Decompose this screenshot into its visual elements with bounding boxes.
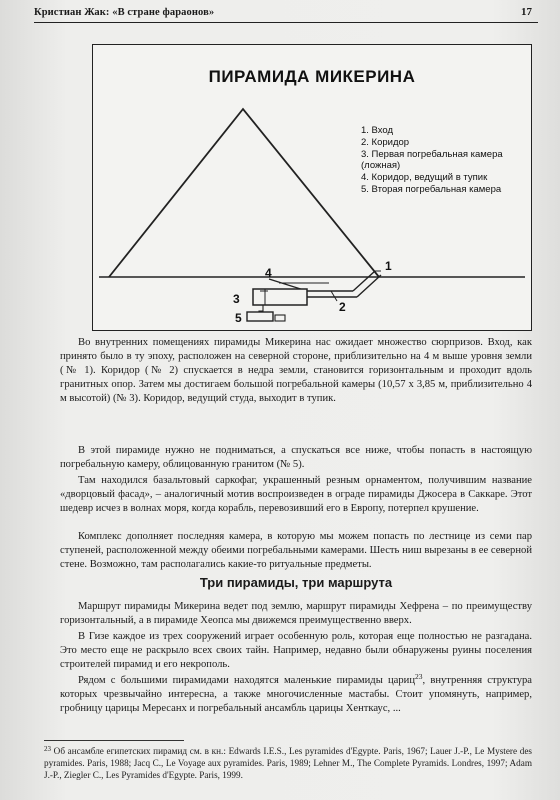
paragraph-7-text: Рядом с большими пирамидами находятся маленькие пирамиды цариц [78,675,415,686]
paragraph-5: Маршрут пирамиды Микерина ведет под землю, маршрут пирамиды Хефрена – по преимуществу горизонтальный, а в пирамиде Хеопса мы движемся преимущественно вверх. [60,601,532,626]
legend-item: 2. Коридор [361,137,410,148]
figure-title: ПИРАМИДА МИКЕРИНА [208,67,416,86]
second-burial-chamber [247,312,273,321]
page-number: 17 [521,6,532,18]
entrance-corridor-lower [357,275,381,297]
marker-1: 1 [385,259,392,273]
marker-2: 2 [339,300,346,314]
section-heading: Три пирамиды, три маршрута [199,575,393,590]
running-head [34,6,538,23]
paragraph-7 [60,674,532,716]
marker-5: 5 [235,311,242,325]
paragraph-2: В этой пирамиде нужно не подниматься, а спускаться все ниже, чтобы попасть в настоящую погребальную камеру, облицованную гранитом (№ 5). [60,445,532,470]
paragraph-7-text-cont: , внутренняя структура которых чрезвычайно интересна, а также многочисленные мастабы. Стоит упомянуть, например, гробницу царицы Мересанх и погребальный ансамбль царицы Хенткаус, ... [60,675,533,714]
marker-4: 4 [265,266,272,280]
marker-2-arrow [331,291,337,301]
marker-3: 3 [233,292,240,306]
pyramid-figure [92,44,532,331]
paragraph-6: В Гизе каждое из трех сооружений играет особенную роль, которая еще полностью не разгадана. Это место еще не раскрыло всех своих тайн. Например, недавно были обнаружены руины поселения строителей пирамид и его некрополь. [60,631,532,670]
paragraph-3: Там находился базальтовый саркофаг, украшенный резным орнаментом, получившим название «дворцовый фасад», – аналогичный мотив воспроизведен в ограде пирамиды Джосера в Саккаре. Этот шедевр исчез в волнах моря, когда корабль, перевозивший его в Европу, потерпел крушение. [60,475,532,514]
pyramid-outline [109,109,379,277]
legend-item: 3. Первая погребальная камера (ложная) [361,149,503,171]
footnote-rule [44,740,184,741]
footnote [44,745,532,781]
paragraph-1: Во внутренних помещениях пирамиды Микерина нас ожидает множество сюрпризов. Вход, как принято было в ту эпоху, расположен на северной стороне, приблизительно на 4 м выше уровня земли (№ 1). Коридор (№ 2) спускается в недра земли, становится горизонтальным и проходит вдоль гранитных опор. Затем мы достигаем большой погребальной камеры (10,57 х 3,85 м, приблизительно 4 м высотой) (№ 3). Коридор, ведущий студа, выходит в тупик. [60,337,532,404]
figure-legend [361,125,521,196]
legend-item: 5. Вторая погребальная камера [361,184,502,195]
paragraph-4: Комплекс дополняет последняя камера, в которую мы можем попасть по лестнице из семи пар ступеней, расположенной между обеими погребальными камерами. Шесть ниш вырезаны в ее северной стене. Возможно, там располагались какие-то ритуальные предметы. [60,531,532,570]
niche-chamber [275,315,285,321]
footnote-text: Об ансамбле египетских пирамид см. в кн.: Edwards I.E.S., Les pyramides d'Egypte. Paris, 1967; Lauer J.-P., Le Mystere des pyramides. Paris, 1988; Jacq C., Le Voyage aux pyramides. Paris, 1989; Lehner M., The Complete Pyramids. Londres, 1997; Adam J.-P., Ziegler C., Les Pyramides d'Egypte. Paris, 1999. [44,746,532,780]
running-head-title: Кристиан Жак: «В стране фараонов» [34,7,215,18]
legend-item: 1. Вход [361,125,394,136]
entrance-corridor [353,271,375,291]
footnote-number: 23 [44,745,51,753]
footnote-reference[interactable]: 23 [415,672,423,681]
legend-item: 4. Коридор, ведущий в тупик [361,172,488,183]
